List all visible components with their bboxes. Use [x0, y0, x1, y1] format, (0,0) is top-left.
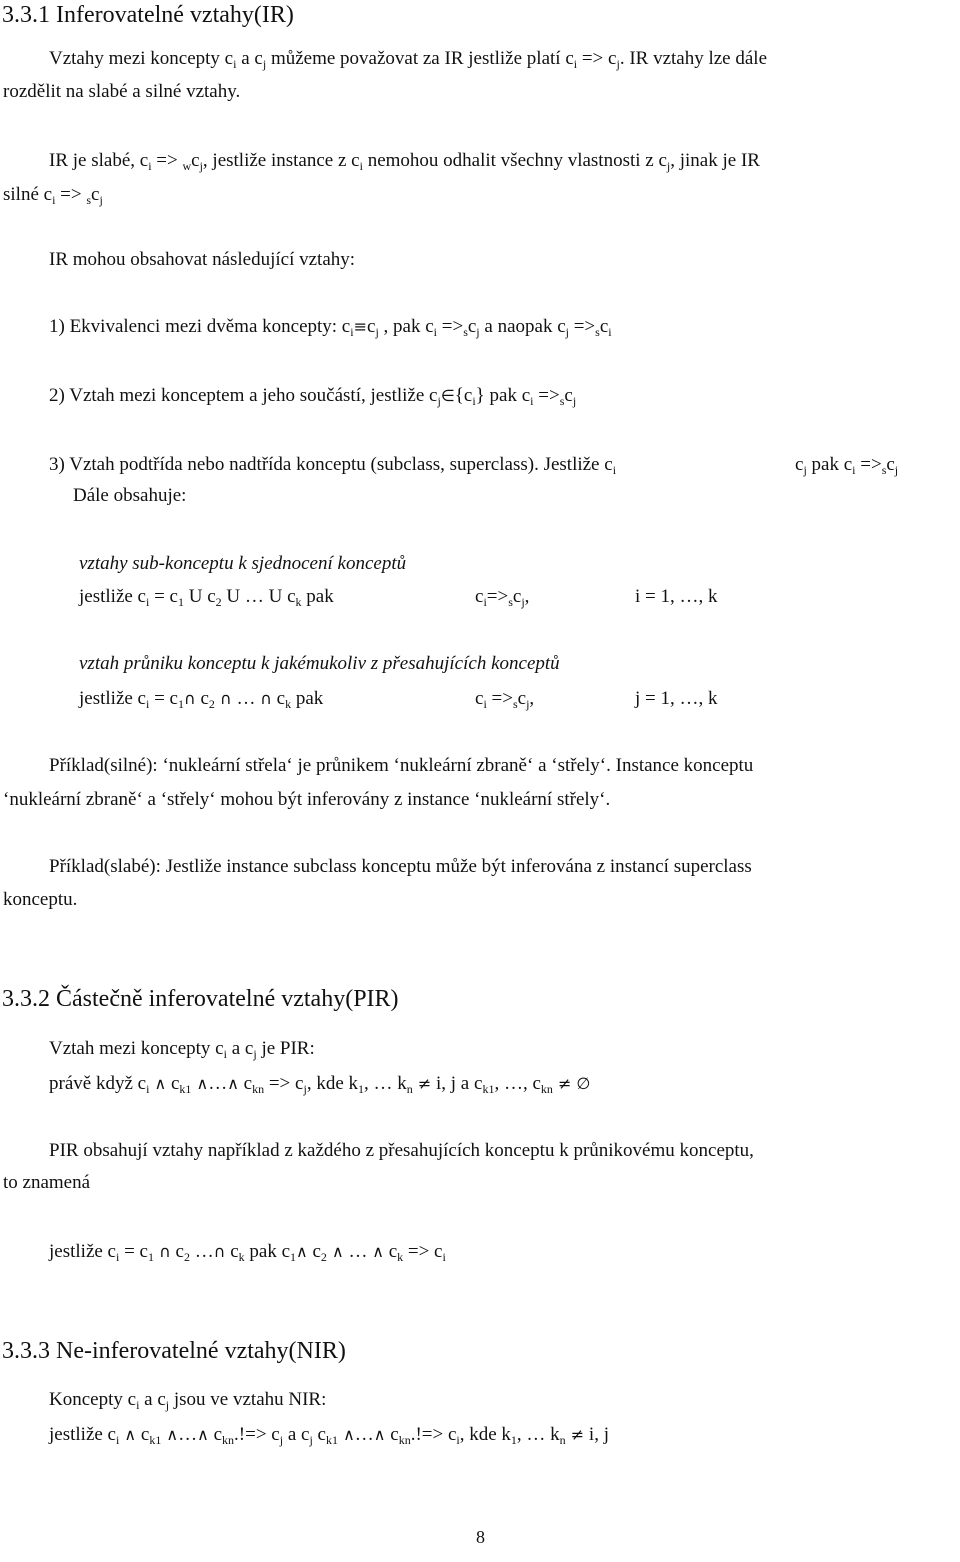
subscript: s: [559, 394, 565, 408]
text-run: =>: [855, 454, 882, 475]
paragraph-line: [3, 790, 610, 809]
subscript: i: [223, 1047, 227, 1061]
text-run: …: [354, 1424, 374, 1445]
text-run: U c: [184, 586, 216, 607]
text-run: c: [512, 586, 522, 607]
text-run: c: [238, 1073, 253, 1094]
text-run: vztah průniku konceptu k jakémukoliv z přesahujících konceptů: [79, 653, 560, 674]
text-run: rozdělit na slabé a silné vztahy.: [3, 81, 241, 102]
subscript: i: [116, 1250, 120, 1264]
text-run: a naopak c: [479, 316, 566, 337]
formula-intersection-result: [475, 688, 535, 711]
subscript: i: [116, 1433, 120, 1447]
text-run: , jestliže instance z c: [202, 150, 360, 171]
paragraph-line: [49, 250, 355, 269]
subscript: 1: [290, 1250, 297, 1264]
math-symbol: ∧: [373, 1425, 386, 1444]
text-run: …: [208, 1073, 228, 1094]
subheading-intersection: [79, 654, 560, 673]
text-run: c: [475, 586, 484, 607]
text-run: a c: [283, 1424, 310, 1445]
subscript: j: [375, 325, 379, 339]
text-run: c: [170, 1241, 184, 1262]
list-item-equivalence: [49, 316, 612, 339]
text-run: U … U c: [221, 586, 296, 607]
text-run: c: [271, 688, 286, 709]
subscript: kn: [540, 1082, 553, 1096]
subscript: j: [526, 697, 530, 711]
text-run: , jinak je IR: [670, 150, 760, 171]
subscript: s: [508, 595, 513, 609]
text-run: …: [231, 688, 261, 709]
paragraph-line: [49, 1389, 327, 1412]
text-run: právě když c: [49, 1073, 147, 1094]
subscript: j: [99, 193, 103, 207]
text-run: .!=> c: [410, 1424, 457, 1445]
subscript: j: [437, 394, 441, 408]
text-run: jestliže c: [49, 1424, 116, 1445]
text-run: c: [136, 1424, 150, 1445]
text-run: silné c: [3, 184, 53, 205]
text-run: =>: [55, 184, 87, 205]
text-run: …: [343, 1241, 373, 1262]
subscript: k1: [325, 1433, 338, 1447]
math-symbol: ∩: [214, 689, 232, 708]
subscript: j: [165, 1398, 170, 1412]
subscript: s: [881, 463, 887, 477]
subscript: j: [565, 325, 569, 339]
text-run: pak c: [244, 1241, 291, 1262]
text-run: =>: [486, 586, 509, 607]
subscript: i: [852, 463, 856, 477]
subscript: j: [803, 463, 807, 477]
text-run: =>: [151, 150, 183, 171]
text-run: to znamená: [3, 1172, 91, 1193]
text-run: , pak c: [378, 316, 434, 337]
subscript: 2: [183, 1250, 190, 1264]
text-run: 2) Vztah mezi konceptem a jeho součástí, jestliže c: [49, 385, 438, 406]
formula-nir: [49, 1424, 609, 1447]
text-run: c: [383, 1241, 398, 1262]
text-run: i = 1, …, k: [635, 586, 718, 607]
subscript: s: [86, 193, 92, 207]
subscript: 2: [208, 697, 215, 711]
list-item-part-whole: [49, 385, 577, 408]
text-run: a c: [236, 48, 263, 69]
text-run: můžeme považovat za IR jestliže platí c: [266, 48, 574, 69]
math-symbol: ≠: [565, 1425, 585, 1444]
text-run: c: [191, 150, 200, 171]
text-run: => c: [264, 1073, 304, 1094]
subscript: i: [433, 325, 437, 339]
subscript: w: [182, 159, 192, 173]
math-symbol: ∩: [260, 689, 272, 708]
text-run: nemohou odhalit všechny vlastnosti z c: [362, 150, 667, 171]
text-run: Koncepty c: [49, 1389, 137, 1410]
subheading-union: [79, 554, 406, 573]
text-run: i, j: [584, 1424, 609, 1445]
formula-pir: [49, 1073, 591, 1096]
subscript: i: [146, 697, 150, 711]
subscript: i: [148, 159, 152, 173]
text-run: je PIR:: [256, 1038, 315, 1059]
text-run: => c: [403, 1241, 443, 1262]
text-run: c: [225, 1241, 239, 1262]
text-run: . IR vztahy lze dále: [619, 48, 767, 69]
subscript: j: [303, 1082, 307, 1096]
subscript: j: [309, 1433, 313, 1447]
math-symbol: ∧: [326, 1242, 344, 1261]
text-run: , kde k: [306, 1073, 358, 1094]
text-run: a c: [139, 1389, 166, 1410]
math-symbol: ∧: [149, 1074, 167, 1093]
subscript: i: [456, 1433, 460, 1447]
text-run: c: [475, 688, 484, 709]
subscript: i: [136, 1398, 140, 1412]
subscript: i: [146, 595, 150, 609]
text-run: Příklad(slabé): Jestliže instance subclass konceptu může být inferována z instancí superclass: [49, 856, 752, 877]
subscript: i: [530, 394, 534, 408]
subscript: kn: [398, 1433, 411, 1447]
subscript: j: [253, 1047, 257, 1061]
math-symbol: ∧: [227, 1074, 239, 1093]
text-run: = c: [149, 688, 178, 709]
text-run: c: [307, 1241, 321, 1262]
text-run: .!=> c: [234, 1424, 280, 1445]
text-run: c: [467, 316, 477, 337]
text-run: jestliže c: [79, 688, 146, 709]
text-run: i, j a c: [431, 1073, 483, 1094]
math-symbol: ∧: [119, 1425, 137, 1444]
subscript: n: [406, 1082, 413, 1096]
paragraph-line: [49, 150, 760, 173]
subscript: 1: [510, 1433, 517, 1447]
math-symbol: ∩: [184, 689, 196, 708]
subscript: i: [233, 57, 237, 71]
paragraph-line: [49, 857, 752, 876]
formula-union-range: [635, 587, 718, 606]
subscript: k1: [482, 1082, 495, 1096]
subscript: i: [483, 595, 487, 609]
subscript: s: [512, 697, 518, 711]
text-run: ‘nukleární zbraně‘ a ‘střely‘ mohou být inferovány z instance ‘nukleární střely‘.: [3, 789, 611, 810]
paragraph-line: [49, 1141, 754, 1160]
text-run: jestliže c: [79, 586, 146, 607]
subscript: j: [476, 325, 480, 339]
text-run: c: [208, 1424, 223, 1445]
text-run: j = 1, …, k: [635, 688, 718, 709]
section-heading-3-3-3: 3.3.3 Ne-inferovatelné vztahy(NIR): [2, 1338, 346, 1364]
subscript: j: [666, 159, 671, 173]
text-run: {c: [454, 385, 473, 406]
text-run: a c: [226, 1038, 254, 1059]
text-run: konceptu.: [3, 889, 78, 910]
subscript: k: [397, 1250, 404, 1264]
subscript: k: [238, 1250, 245, 1264]
subscript: k1: [149, 1433, 162, 1447]
subscript: 1: [358, 1082, 364, 1096]
text-run: = c: [119, 1241, 148, 1262]
text-run: ,: [529, 688, 535, 709]
paragraph-line: [3, 184, 103, 207]
text-run: Vztahy mezi koncepty c: [49, 48, 234, 69]
subscript: k1: [179, 1082, 192, 1096]
subscript: 1: [148, 1250, 154, 1264]
math-symbol: ∧: [191, 1074, 209, 1093]
subscript: i: [608, 325, 612, 339]
subscript: 1: [178, 595, 184, 609]
math-symbol: ∧: [372, 1242, 384, 1261]
math-symbol: ∧: [197, 1425, 209, 1444]
text-run: c: [564, 385, 573, 406]
math-symbol: ∧: [337, 1425, 355, 1444]
subscript: i: [350, 325, 354, 339]
list-item-subclass-cont: [795, 454, 899, 477]
text-run: Vztah mezi koncepty c: [49, 1038, 224, 1059]
text-run: c: [195, 688, 209, 709]
paragraph-line: [3, 890, 77, 909]
text-run: =>: [437, 316, 464, 337]
subscript: i: [442, 1250, 446, 1264]
subscript: s: [595, 325, 600, 339]
subscript: 2: [320, 1250, 327, 1264]
list-item-subclass: [49, 454, 617, 477]
text-run: =>: [486, 688, 513, 709]
math-symbol: ∩: [213, 1242, 226, 1261]
text-run: , …, c: [494, 1073, 541, 1094]
text-run: jsou ve vztahu NIR:: [169, 1389, 327, 1410]
paragraph-line: [73, 486, 186, 505]
subscript: k: [295, 595, 302, 609]
subscript: i: [483, 697, 487, 711]
text-run: Příklad(silné): ‘nukleární střela‘ je průnikem ‘nukleární zbraně‘ a ‘střely‘. Instance konceptu: [49, 755, 754, 776]
subscript: i: [573, 57, 578, 71]
math-symbol: ∧: [296, 1242, 308, 1261]
math-symbol: ≠ ∅: [552, 1074, 591, 1093]
paragraph-line: [3, 1173, 90, 1192]
subscript: j: [279, 1433, 284, 1447]
subscript: kn: [222, 1433, 235, 1447]
text-run: c: [517, 688, 527, 709]
text-run: , kde k: [459, 1424, 511, 1445]
math-symbol: ∩: [154, 1242, 171, 1261]
subscript: j: [616, 57, 620, 71]
text-run: …: [178, 1424, 198, 1445]
subscript: i: [52, 193, 56, 207]
text-run: Dále obsahuje:: [73, 485, 187, 506]
subscript: i: [472, 394, 476, 408]
text-run: c: [166, 1073, 180, 1094]
subscript: i: [612, 463, 617, 477]
text-run: c: [385, 1424, 399, 1445]
text-run: …: [189, 1241, 214, 1262]
paragraph-line: [49, 48, 767, 71]
text-run: 3) Vztah podtřída nebo nadtřída konceptu (subclass, superclass). Jestliže c: [49, 454, 613, 475]
text-run: pak: [291, 688, 324, 709]
subscript: j: [199, 159, 203, 173]
text-run: IR je slabé, c: [49, 150, 149, 171]
subscript: j: [262, 57, 267, 71]
subscript: j: [521, 595, 525, 609]
text-run: pak c: [806, 454, 853, 475]
text-run: c: [367, 316, 376, 337]
subscript: kn: [252, 1082, 265, 1096]
text-run: , … k: [516, 1424, 560, 1445]
math-symbol: ∧: [161, 1425, 179, 1444]
text-run: => c: [577, 48, 617, 69]
text-run: jestliže c: [49, 1241, 116, 1262]
subscript: k: [285, 697, 292, 711]
page-number: 8: [476, 1527, 485, 1547]
text-run: 1) Ekvivalenci mezi dvěma koncepty: c: [49, 316, 351, 337]
text-run: = c: [149, 586, 178, 607]
text-run: PIR obsahují vztahy například z každého z přesahujících konceptu k průnikovému konceptu,: [49, 1140, 754, 1161]
subscript: 1: [178, 697, 184, 711]
text-run: vztahy sub-konceptu k sjednocení konceptů: [79, 553, 407, 574]
text-run: ,: [524, 586, 530, 607]
math-symbol: ∈: [440, 386, 455, 405]
section-heading-3-3-2: 3.3.2 Částečně inferovatelné vztahy(PIR): [2, 986, 399, 1012]
formula-intersection: [79, 688, 324, 711]
formula-intersection-range: [635, 689, 718, 708]
subscript: 2: [215, 595, 222, 609]
subscript: i: [146, 1082, 150, 1096]
formula-union: [79, 586, 334, 609]
subscript: j: [572, 394, 577, 408]
text-run: c: [886, 454, 895, 475]
text-run: c: [795, 454, 804, 475]
subscript: n: [559, 1433, 566, 1447]
section-heading-3-3-1: 3.3.1 Inferovatelné vztahy(IR): [2, 2, 294, 28]
paragraph-line: [3, 82, 240, 101]
text-run: pak: [301, 586, 334, 607]
text-run: IR mohou obsahovat následující vztahy:: [49, 249, 356, 270]
formula-union-result: [475, 586, 530, 609]
subscript: j: [894, 463, 899, 477]
math-symbol: ≠: [412, 1074, 432, 1093]
paragraph-line: [49, 756, 753, 775]
formula-pir-example: [49, 1241, 446, 1264]
math-symbol: ≡: [353, 317, 367, 336]
subscript: s: [463, 325, 468, 339]
text-run: c: [312, 1424, 326, 1445]
text-run: =>: [533, 385, 560, 406]
text-run: } pak c: [475, 385, 531, 406]
text-run: =>: [568, 316, 596, 337]
text-run: , … k: [364, 1073, 407, 1094]
text-run: c: [599, 316, 609, 337]
text-run: c: [91, 184, 100, 205]
paragraph-line: [49, 1038, 315, 1061]
subscript: i: [359, 159, 363, 173]
